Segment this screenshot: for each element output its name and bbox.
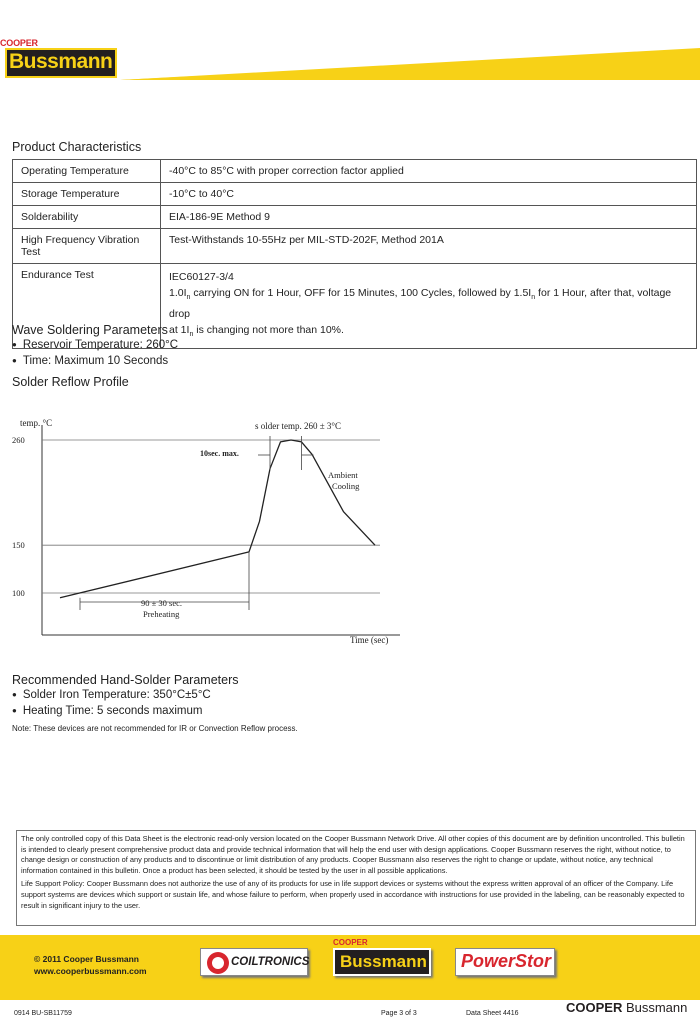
hand-solder-note: Note: These devices are not recommended for IR or Convection Reflow process. [12,724,298,733]
list-item: ● Heating Time: 5 seconds maximum [12,705,202,717]
peak-annotation: s older temp. 260 ± 3°C [255,421,342,431]
page-number: Page 3 of 3 [381,1010,417,1017]
preheat-annotation-2: Preheating [143,609,180,619]
profile-line [60,440,375,598]
spec-value: Test-Withstands 10-55Hz per MIL-STD-202F, Method 201A [161,229,697,264]
table-row [13,183,697,206]
endurance-line-2: $1.0I_n$ carrying ON for 1 Hour, OFF for 15 Minutes, 100 Cycles, followed by $1.5I_n$ for 1 Hour, after that, voltage drop [169,287,672,321]
spec-label: Endurance Test [13,264,161,349]
list-item: ● Reservoir Temperature: 260°C [12,339,178,351]
y-tick-label: 100 [12,588,25,598]
cooling-annotation-2: Cooling [332,481,360,491]
dwell-annotation: 10sec. max. [200,449,239,458]
cooling-annotation-1: Ambient [328,470,358,480]
spec-value: EIA-186-9E Method 9 [161,206,697,229]
table-row [13,229,697,264]
table-row [13,206,697,229]
table-row [13,160,697,183]
cooper-logo-text: COOPER [0,38,38,48]
footer-bussmann-logo [333,948,431,976]
document-code: 0914 BU-SB11759 [14,1010,72,1017]
powerstor-logo [455,948,555,976]
disclaimer-box [16,830,696,926]
solder-reflow-title: Solder Reflow Profile [12,375,129,389]
spec-label: Solderability [13,206,161,229]
wave-soldering-title: Wave Soldering Parameters [12,323,168,337]
spec-label: Operating Temperature [13,160,161,183]
life-support-policy: Life Support Policy: Cooper Bussmann does not authorize the use of any of its products for use in life support devices or systems without the express written approval of an officer of the Company. Life support systems are devices which support or sustain life, and whose failure to perform, when properly used in accordance with instructions for use provided in the labeling, can be reasonably expected to result in significant injury to the user. [21,879,685,910]
y-tick-label: 150 [12,540,25,551]
website: www.cooperbussmann.com [34,966,147,976]
powerstor-text: PowerStor [461,951,552,971]
coiltronics-text: COILTRONICS [231,956,310,968]
footer-bussmann-text: Bussmann [340,952,427,971]
hand-solder-title: Recommended Hand-Solder Parameters [12,673,239,687]
endurance-line-3: at $1I_n$ is changing not more than 10%. [169,324,344,339]
disclaimer-paragraph: The only controlled copy of this Data Sheet is the electronic read-only version located on the Cooper Bussmann Network Drive. All other copies of this document are by definition uncontrolled. This bulletin is intended to clearly present comprehensive product data and provide technical information that will help the end user with design applications. Cooper Bussmann reserves the right, without notice, to change design or construction of any products and to discontinue or limit distribution of any products. Cooper Bussmann also reserves the right to change or update, without notice, any technical information contained in this bulletin. Once a product has been selected, it should be tested by the user in all possible applications. [21,834,685,875]
spec-value: -40°C to 85°C with proper correction factor applied [161,160,697,183]
corporate-logo: COOPER Bussmann [566,1000,688,1015]
bussmann-logo-text: Bussmann [9,50,113,73]
y-tick-label: 260 [12,435,25,445]
product-characteristics-title: Product Characteristics [12,140,142,154]
copyright: © 2011 Cooper Bussmann [34,954,139,964]
preheat-annotation-1: 90 ± 30 sec. [141,598,183,608]
coiltronics-logo [200,948,308,976]
data-sheet-number: Data Sheet 4416 [466,1010,519,1017]
spec-value: -10°C to 40°C [161,183,697,206]
spec-label: Storage Temperature [13,183,161,206]
list-item: ● Solder Iron Temperature: 350°C±5°C [12,689,211,701]
y-axis-label: temp. °C [20,418,53,428]
spec-label: High Frequency Vibration Test [13,229,161,264]
x-axis-label: Time (sec) [350,635,389,645]
footer-cooper-small: COOPER [333,938,368,947]
reflow-profile-chart [10,405,410,650]
list-item: ● Time: Maximum 10 Seconds [12,355,168,367]
spec-value-endurance [161,264,697,349]
endurance-line-1: IEC60127-3/4 [169,271,234,283]
product-characteristics-table [12,159,697,349]
